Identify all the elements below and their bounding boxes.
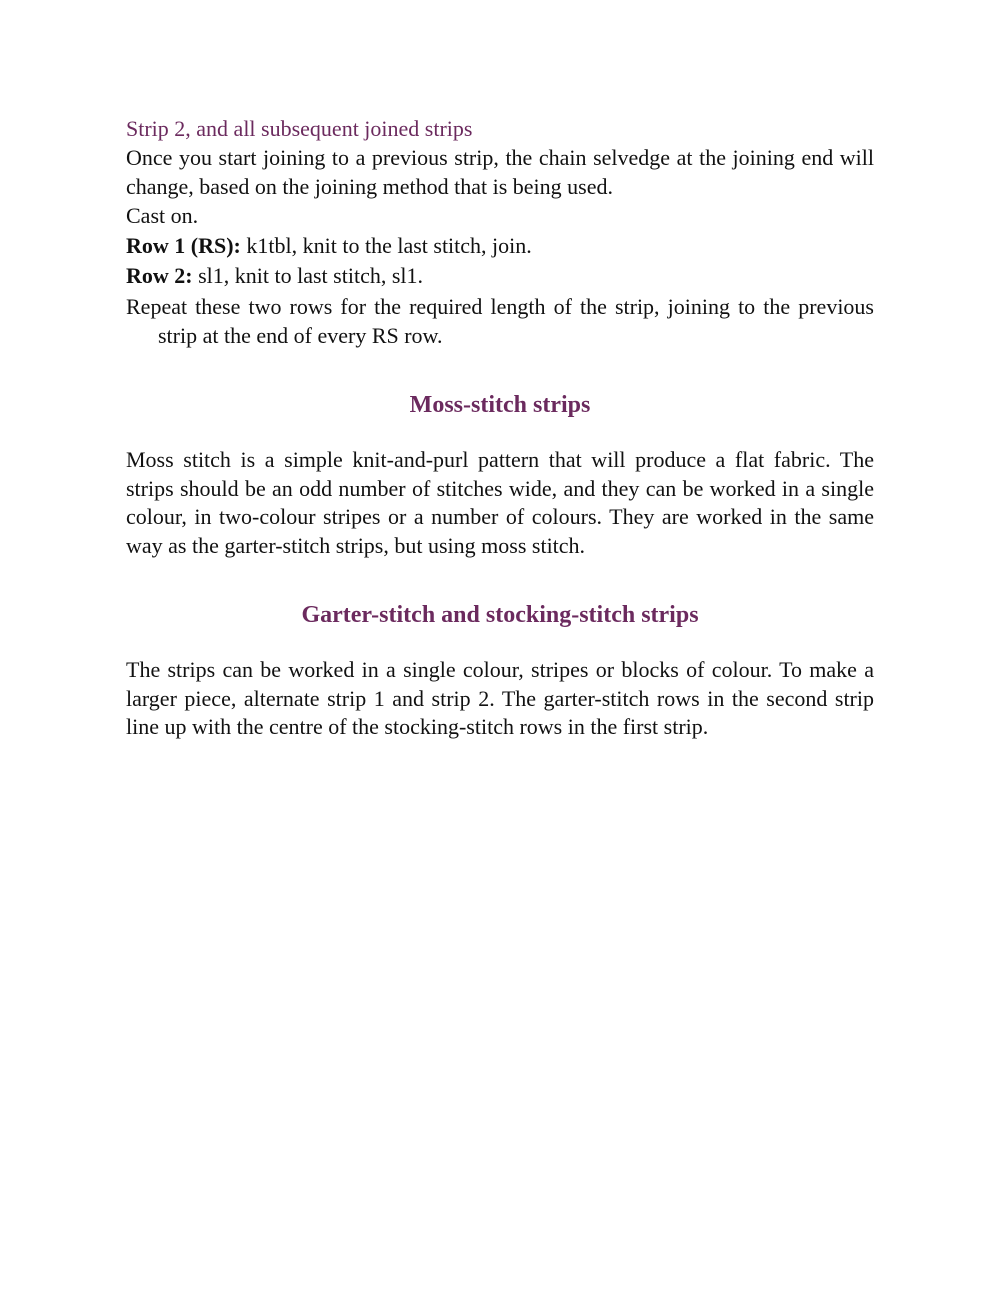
row-2-instruction xyxy=(126,261,874,291)
garter-stitch-body: The strips can be worked in a single colour, stripes or blocks of colour. To make a larger piece, alternate strip 1 and strip 2. The garter-stitch rows in the second strip line up with the centre of the stocking-stitch rows in the first strip. xyxy=(126,657,874,739)
strip2-intro: Once you start joining to a previous strip, the chain selvedge at the joining end will change, based on the joining method that is being used. xyxy=(126,145,874,199)
page-content xyxy=(126,114,874,742)
moss-stitch-heading: Moss-stitch strips xyxy=(409,392,591,418)
row-2-text: sl1, knit to last stitch, sl1. xyxy=(192,263,424,288)
row-1-instruction xyxy=(126,231,874,261)
repeat-instruction: Repeat these two rows for the required length of the strip, joining to the previous strip at the end of every RS row. xyxy=(126,294,874,348)
row-1-label: Row 1 (RS): xyxy=(126,233,241,258)
cast-on-line: Cast on. xyxy=(126,203,199,228)
row-2-label: Row 2: xyxy=(126,263,193,288)
garter-stitch-heading: Garter-stitch and stocking-stitch strips xyxy=(301,602,699,628)
row-1-text: k1tbl, knit to the last stitch, join. xyxy=(240,233,532,258)
strip2-subheading: Strip 2, and all subsequent joined strips xyxy=(126,116,473,141)
moss-stitch-body: Moss stitch is a simple knit-and-purl pattern that will produce a flat fabric. The strips should be an odd number of stitches wide, and they can be worked in a single colour, in two-colour stripes or a number of colours. They are worked in the same way as the garter-stitch strips, but using moss stitch. xyxy=(126,447,874,558)
